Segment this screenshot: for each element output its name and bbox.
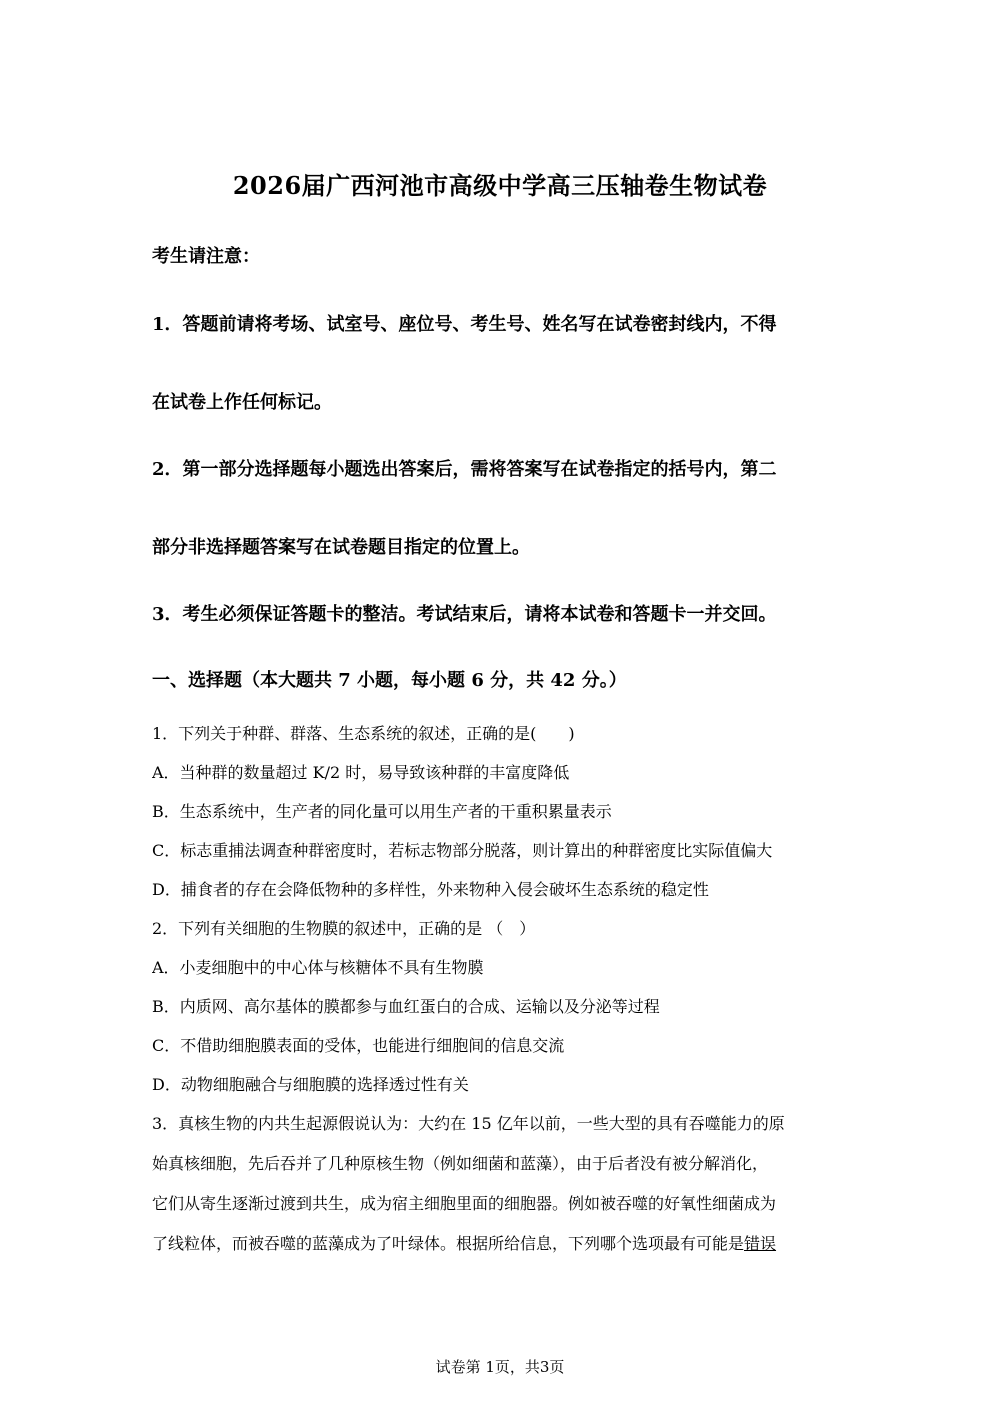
question-3-line-1: 3．真核生物的内共生起源假说认为：大约在 15 亿年以前，一些大型的具有吞噬能力的原 <box>152 1114 785 1133</box>
question-1-option-d: D．捕食者的存在会降低物种的多样性，外来物种入侵会破坏生态系统的稳定性 <box>152 880 709 899</box>
page-footer: 试卷第 1页，共3页 <box>435 1358 565 1376</box>
notice-item-2-line-2: 部分非选择题答案写在试卷题目指定的位置上。 <box>152 537 530 558</box>
question-2-option-a: A．小麦细胞中的中心体与核糖体不具有生物膜 <box>152 958 484 977</box>
document-title: 2026届广西河池市高级中学高三压轴卷生物试卷 <box>232 171 768 200</box>
question-1-option-b: B．生态系统中，生产者的同化量可以用生产者的干重积累量表示 <box>152 802 612 821</box>
question-2-option-b: B．内质网、高尔基体的膜都参与血红蛋白的合成、运输以及分泌等过程 <box>152 997 660 1016</box>
question-2-stem: 2．下列有关细胞的生物膜的叙述中，正确的是 （ ） <box>152 919 536 938</box>
question-3-line-2: 始真核细胞，先后吞并了几种原核生物（例如细菌和蓝藻），由于后者没有被分解消化， <box>152 1154 769 1173</box>
notice-item-2-line-1: 2．第一部分选择题每小题选出答案后，需将答案写在试卷指定的括号内，第二 <box>152 459 777 480</box>
notice-item-3: 3．考生必须保证答题卡的整洁。考试结束后，请将本试卷和答题卡一并交回。 <box>152 604 777 625</box>
question-2-option-c: C．不借助细胞膜表面的受体，也能进行细胞间的信息交流 <box>152 1036 565 1055</box>
section-heading: 一、选择题（本大题共 7 小题，每小题 6 分，共 42 分。） <box>152 670 627 691</box>
question-3-line-3: 它们从寄生逐渐过渡到共生，成为宿主细胞里面的细胞器。例如被吞噬的好氧性细菌成为 <box>152 1194 777 1213</box>
question-1-stem: 1．下列关于种群、群落、生态系统的叙述，正确的是( ) <box>152 724 575 743</box>
question-1-option-c: C．标志重捕法调查种群密度时，若标志物部分脱落，则计算出的种群密度比实际值偏大 <box>152 841 773 860</box>
notice-heading: 考生请注意： <box>152 246 260 267</box>
question-3-line-4 <box>152 1231 852 1257</box>
notice-item-1-line-2: 在试卷上作任何标记。 <box>152 392 332 413</box>
question-2-option-d: D．动物细胞融合与细胞膜的选择透过性有关 <box>152 1075 469 1094</box>
question-1-option-a: A．当种群的数量超过 K/2 时，易导致该种群的丰富度降低 <box>152 763 570 782</box>
underlined-word: 错误 <box>744 1234 777 1253</box>
notice-item-1-line-1: 1．答题前请将考场、试室号、座位号、考生号、姓名写在试卷密封线内，不得 <box>152 314 777 335</box>
question-3-line-4-text: 了线粒体，而被吞噬的蓝藻成为了叶绿体。根据所给信息，下列哪个选项最有可能是 <box>152 1234 745 1253</box>
